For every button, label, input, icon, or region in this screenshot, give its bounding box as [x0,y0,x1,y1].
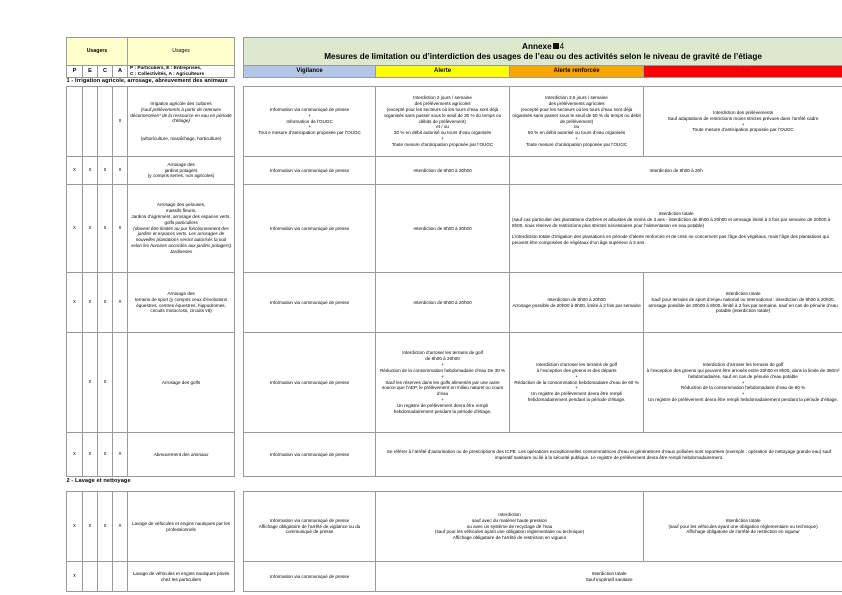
cell-text: Interdiction totale [725,517,761,523]
table-row [67,562,842,592]
cell-p [67,87,83,157]
cell-text: Sauf impératif sanitaire [585,576,633,582]
spacer [130,124,232,136]
cell-text: Réduction de la consommation hebdomadaire d’eau de 60 % [514,379,639,385]
cell-text: 50 % en débit autorisé ou tours d’eau organisés [527,130,626,136]
cell-p: x [67,185,83,273]
cell-text: Interdiction totale [725,290,761,296]
spacer [235,38,244,66]
usagers-legend [128,66,235,78]
cell-e: x [83,185,98,273]
cell-text: Interdiction 3,5 jours / semaine [545,95,608,101]
cell-c: x [98,273,113,333]
cell-text: Information via communiqué de presse [269,106,350,112]
cell-p [67,333,83,433]
usage-text: Arrosage des [167,161,195,167]
cell-text: + [575,385,578,391]
cell-text: des prélèvements agricoles [414,100,471,106]
alerte-cell [376,87,510,157]
usage-text: (doivent être limités au pur fonctionnement des jardins et espaces verts. Les arrosages de nouvelles plantations seront autorisés la nuit selon les horaires accordés aux jardins potagers) [131,225,232,249]
cell-text: ou avec un système de recyclage de l’eau [466,523,553,529]
section-row [67,78,842,87]
cell-e [83,562,98,592]
cell-a: x [113,87,128,157]
cell-text: de 8h00 à 20h00 [425,356,460,362]
col-e: E [83,66,98,78]
cell-text: (excepté pour les secteurs où les tours d’eau sont déjà organisés sans passer sous le seuil de 30 % du temps ou débits de prélèvement) [383,106,502,124]
alerte-renforcee-crise-cell [510,185,842,273]
cell-text: Sauf adaptations de restrictions moins strictes prévues dans l’arrêté cadre [667,115,819,121]
table-row [67,185,842,273]
crise-cell [644,333,842,433]
annexe-number: 4 [559,41,565,51]
col-p: P [67,66,83,78]
level-alerte: Alerte [376,66,510,78]
restrictions-table [66,37,842,592]
cell-text: + [575,373,578,379]
cell-text: 30 % en débit autorisé ou tours d’eau organisés [393,130,492,136]
cell-text: (sauf cas particulier des plantations d’arbres et arbustes de moins de 3 ans - interdiction de 8h00 à 20h00 et arrosage limité à 2 fois par semaine de 20h00 à 8h00, sous réserve de restrictions plus strictes nécessaires pour l’alimentation en eau potable) [512,217,831,229]
square-bullet-icon [553,43,559,49]
alerte-renforcee-cell [376,492,644,562]
cell-text: (sauf pour les véhicules ayant une obligation réglementaire ou technique) [668,523,818,529]
cell-text: (excepté pour les secteurs où les tours d’eau sont déjà organisés sans passer sous le seuil de 50 % du temps ou débit de prélèvement) [512,106,641,124]
usage-cell [128,157,235,185]
cell-c [98,87,113,157]
spacer [235,333,244,433]
cell-text: + [441,373,444,379]
cell-text: Information de l’OUGC [286,118,333,124]
cell-text: + [308,124,311,130]
cell-a: x [113,433,128,477]
cell-text: Interdiction [498,511,521,517]
cell-text: ou [573,124,580,130]
spacer [235,492,244,562]
vigilance-cell: Information via communiqué de presse [244,157,376,185]
usage-text: (y compris serres, non agricoles) [147,173,215,179]
cell-p: x [67,273,83,333]
annexe-sheet [66,37,842,595]
spacer [235,185,244,273]
cell-text: + [441,361,444,367]
usages-header: Usages [128,38,235,66]
cell-text: Interdiction totale [591,570,627,576]
cell-p: x [67,562,83,592]
cell-e: x [83,273,98,333]
spacer [235,273,244,333]
alerte-to-crise-cell: Se référer à l’arrêté d’autorisation ou de prescriptions des ICPE. Les opérations exceptionnelles consommatrices d’eau et génératrices d’eaux polluées sont reportées (exemple : opération de nettoyage grande eau) sauf impératif sanitaire ou lié à la sécurité publique. Le registre de prélèvement devra être rempli hebdomadairement. [376,433,842,477]
vigilance-cell [244,492,376,562]
cell-text: + [441,136,444,142]
section-title-irrigation: 1 - Irrigation agricole, arrosage, abreuvement des animaux [66,78,228,85]
cell-text: Un registre de prélèvement devra être rempli hebdomadairement pendant la période d’étiage. [527,391,626,403]
cell-text: Interdiction de 8h00 à 20h00 [547,296,606,302]
vigilance-cell: Information via communiqué de presse [244,333,376,433]
usage-text: Jardineries [169,249,193,255]
usage-text: (sauf prélèvements à partir de retenues déconnectées* de la ressource en eau en période d’étiage) [130,106,232,124]
table-row [67,157,842,185]
cell-p: x [67,157,83,185]
cell-text: Un registre de prélèvement devra être rempli hebdomadairement pendant la période d’étiage. [393,403,492,414]
usage-text: terrains de sport (y compris ceux d’évolutions équestres, centres équestres, hippodromes, circuits motocross, circuits vtt) [134,296,228,314]
level-vigilance: Vigilance [244,66,376,78]
cell-text: Toute mesure d’anticipation proposée par l’OUGC [525,142,628,148]
alerte-cell: Interdiction de 8h00 à 20h00 [376,185,510,273]
usagers-header: Usagers [67,38,128,66]
annexe-title [244,38,842,66]
table-row [67,87,842,157]
level-alerte-renforcee: Alerte renforcée [510,66,644,78]
alerte-renforcee-crise-cell: Interdiction de 8h00 à 20h [510,157,842,185]
vigilance-cell: Information via communiqué de presse [244,185,376,273]
usage-cell: Arrosage des golfs [128,333,235,433]
legend-row [67,66,842,78]
cell-p: x [67,433,83,477]
usage-cell [128,273,235,333]
table-row [67,273,842,333]
header-row [67,38,842,66]
usage-cell: Lavage de véhicules et engins nautiques par les professionnels [128,492,235,562]
cell-c: x [98,492,113,562]
spacer [235,157,244,185]
alerte-to-crise-cell [376,562,842,592]
section-title-lavage: 2 - Lavage et nettoyage [66,477,131,484]
vigilance-cell: Information via communiqué de presse [244,273,376,333]
annexe-label: Annexe [522,41,552,51]
cell-a: x [113,492,128,562]
col-c: C [98,66,113,78]
cell-text: Interdiction totale [658,211,694,217]
cell-text: Interdiction des prélèvements [713,109,774,115]
cell-text: L’interdiction totale d’irrigation des plantations en période d’alerte renforcée et de crise ne concernent pas l’âge des végétaux, mais l’âge des plantations qui peuvent être composées de végétaux d’un âge supérieur à 3 ans [512,233,829,245]
alerte-cell: Interdiction de 8h00 à 20h00 [376,157,510,185]
spacer [235,562,244,592]
cell-text: Affichage obligatoire de l’arrêté de restriction en vigueur [452,535,567,541]
cell-text: Un registre de prélèvement devra être rempli hebdomadairement pendant la période d’étiage. [648,397,839,403]
cell-text: + [575,136,578,142]
cell-text: Réduction de la consommation hebdomadaire d’eau de 80 % [680,385,806,391]
cell-e: x [83,157,98,185]
legend-line: C : Collectivités, A : Agriculteurs [130,71,205,77]
cell-c: x [98,157,113,185]
cell-text: Affichage obligatoire de l’arrêté de restriction en vigueur [686,529,800,535]
cell-c [98,562,113,592]
cell-text: + [308,112,311,118]
usage-text: (arboriculture, maraîchage, horticulture) [140,136,222,142]
alerte-renforcee-cell [510,87,644,157]
spacer [235,433,244,477]
cell-text: Affichage obligatoire de l’arrêté de vigilance ou du communiqué de presse [258,523,361,535]
cell-text: Arrosage possible de 20h00 à 8h00, limité à 2 fois par semaine [512,302,641,308]
cell-text: Toute mesure d’anticipation proposée par l’OUGC [692,127,794,133]
cell-text: Réduction de la consommation hebdomadaire d’eau De 30 % [379,367,506,373]
crise-cell [644,273,842,333]
cell-text: sauf avec du matériel haute pression [472,517,548,523]
cell-p: x [67,492,83,562]
cell-text: à l’exception des greens et des départs [536,367,617,373]
cell-a: x [113,185,128,273]
col-a: A [113,66,128,78]
vigilance-cell [244,87,376,157]
usage-cell: Lavage de véhicules et engins nautiques privés chez les particuliers [128,562,235,592]
vigilance-cell: Information via communiqué de presse [244,433,376,477]
usage-cell [128,185,235,273]
cell-c: x [98,433,113,477]
usage-text: Jardins d’agrément, arrosage des espaces verts, golfs particuliers [131,213,231,225]
alerte-cell [376,333,510,433]
usage-cell [128,87,235,157]
table-row [67,492,842,562]
usage-text: jardins potagers [164,167,198,173]
table-title: Mesures de limitation ou d’interdiction des usages de l’eau ou des activités selon le niveau de gravité de l’étiage [324,51,762,61]
table-row [67,333,842,433]
cell-text: Interdiction d’arroser les terrains de golf [402,350,483,356]
cell-e: x [83,433,98,477]
cell-text: + [741,391,745,397]
cell-text: + [741,121,745,127]
usage-text: Arrosage des [167,290,195,296]
spacer [235,87,244,157]
cell-text: Interdiction d’arroser les terrains de golf [536,361,617,367]
cell-text: Information via communiqué de presse [269,517,350,523]
usage-cell: Abreuvement des animaux [128,433,235,477]
legend-line: P : Particuliers, E : Entreprises, [130,66,202,71]
crise-cell [644,87,842,157]
spacer [235,66,244,78]
vigilance-cell: Information via communiqué de presse [244,562,376,592]
cell-e: x [83,492,98,562]
cell-text: + [441,397,444,403]
alerte-cell: Interdiction de 8h00 à 20h00 [376,273,510,333]
cell-text: + [741,379,745,385]
cell-text: des prélèvements agricoles [548,100,605,106]
table-row [67,433,842,477]
usage-text: Arrosage des pelouses, [156,202,206,208]
cell-text: Sauf les réserves dans les golfs alimentés par une autre source que l’AEP, le prélèvement en milieu naturel ou cours d’eau [381,379,504,397]
cell-text: Sauf pour terrains de sport d’enjeu national ou international : interdiction de 8h00 à 20h00, arrosage possible de 20h00 à 8h00, limité à 2 fois par semaine, sauf en cas de pénurie d’eau potable (interdiction totale) [648,296,838,314]
cell-a: x [113,157,128,185]
crise-cell [644,492,842,562]
cell-text: à l’exception des greens qui peuvent être arrosés entre 20h00 et 8h00, dans la limite de 350m³ hebdomadaires, sauf en cas de pénurie d’eau potable [646,367,840,379]
cell-c: x [98,333,113,433]
cell-text: et / ou [436,124,449,130]
cell-text: Interdiction 2 jours / semaine [413,95,472,101]
usage-text: Irrigation agricole des cultures [150,100,212,106]
cell-e: x [83,333,98,433]
section-row [67,477,842,486]
alerte-renforcee-cell [510,333,644,433]
cell-text: (sauf pour les véhicules ayant une obligation réglementaire ou technique) [434,529,585,535]
cell-text: Toute mesure d’anticipation proposée par l’OUGC [391,142,494,148]
cell-text: Tout e mesure d’anticipation proposée par l’OUGC [258,130,361,136]
cell-a [113,562,128,592]
usage-text: massifs fleuris, [165,207,197,213]
cell-a: x [113,273,128,333]
cell-c: x [98,185,113,273]
alerte-renforcee-cell [510,273,644,333]
cell-e [83,87,98,157]
level-crise: Crise [644,66,842,78]
cell-a [113,333,128,433]
cell-text: Interdiction d’arroser les terrains de golf [702,361,784,367]
